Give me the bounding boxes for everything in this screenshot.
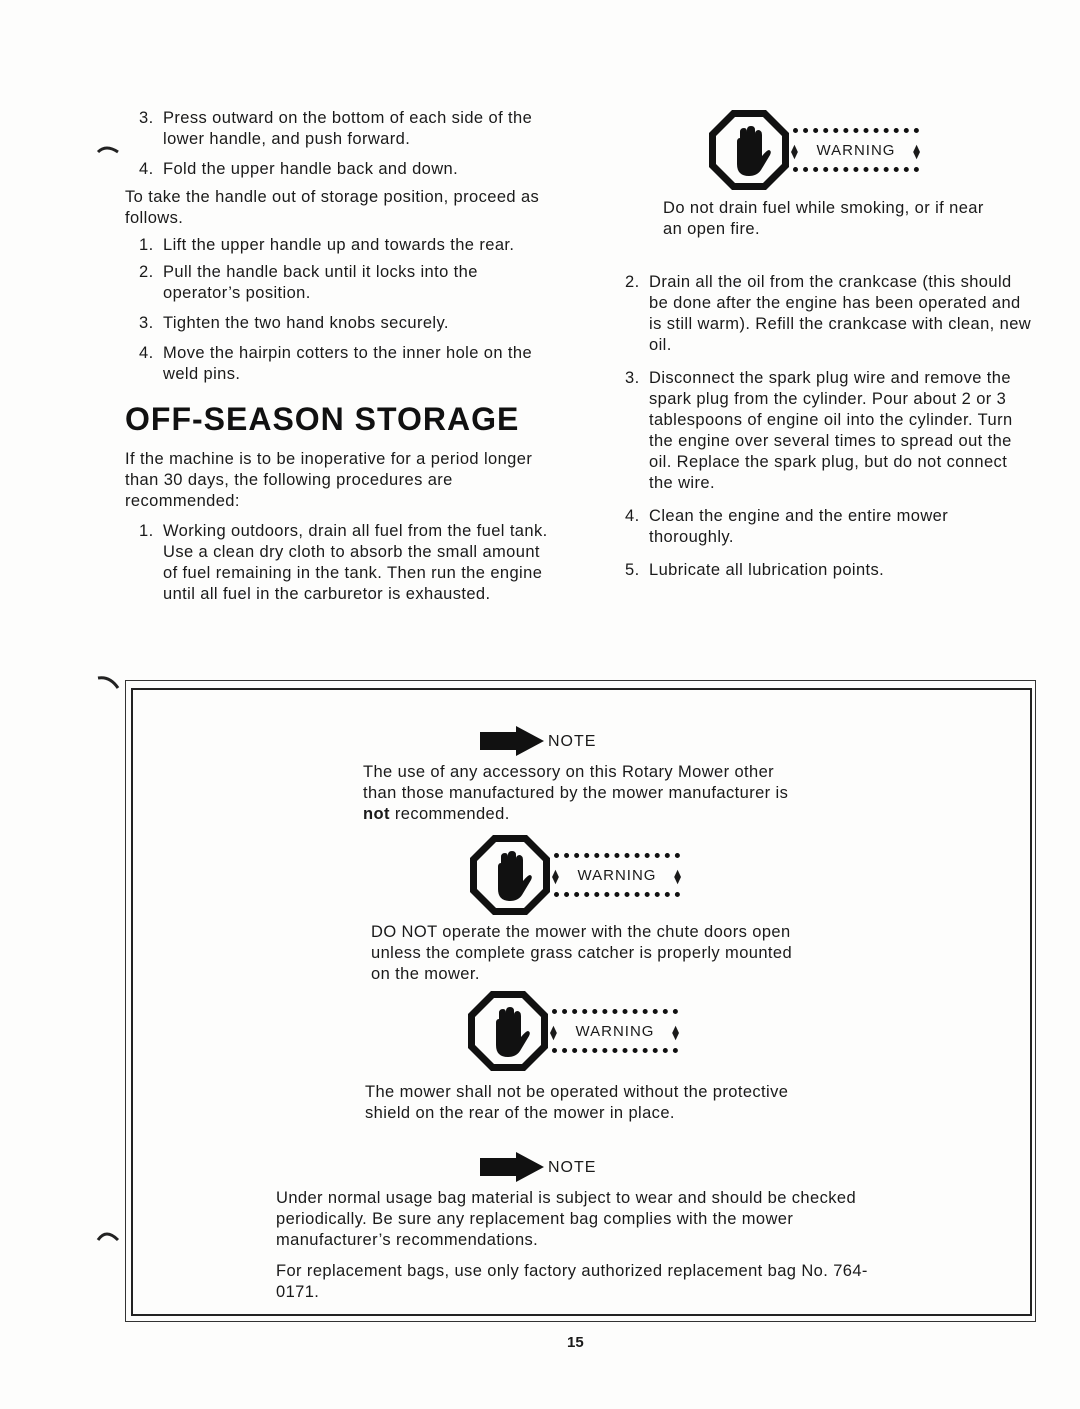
list-item: 3. Disconnect the spark plug wire and remove the spark plug from the cylinder. Pour about 2 or 3 tablespoons of engine oil into the cylinder. Turn the engine over several times to spread out the oil. Replace the spark plug, but do not connect the wire. [625,369,1013,492]
list-item: 3. Tighten the two hand knobs securely. [139,314,449,332]
warning-sign [707,108,1035,192]
intro-paragraph: To take the handle out of storage position, proceed as follows. [125,188,540,227]
note-sign: NOTE [480,726,596,756]
scan-mark [96,140,120,156]
stop-hand-icon [468,833,552,917]
note-text: For replacement bags, use only factory authorized replacement bag No. 764-0171. [276,1262,868,1301]
warning-banner: ⧫ WARNING ⧫ [554,853,680,897]
left-column [125,108,559,614]
warning-sign [466,989,678,1073]
warning-sign [468,833,680,917]
list-item: 1. Working outdoors, drain all fuel from the fuel tank. Use a clean dry cloth to absorb the small amount of fuel remaining in the tank. Then run the engine until all fuel in the carburetor is exhausted. [139,522,548,603]
warning-text: Do not drain fuel while smoking, or if near an open fire. [663,199,984,238]
warning-text: DO NOT operate the mower with the chute doors open unless the complete grass catcher is properly mounted on the mower. [371,923,793,983]
right-column [611,108,1035,590]
list-item: 5. Lubricate all lubrication points. [625,561,885,579]
warning-banner: ⧫ WARNING ⧫ [793,128,919,172]
scan-mark [96,672,120,692]
note-text: The use of any accessory on this Rotary Mower other than those manufactured by the mower manufacturer is not recommended. [363,763,789,823]
list-item: 3. Press outward on the bottom of each side of the lower handle, and push forward. [139,109,533,148]
arrow-right-icon [480,726,544,756]
warning-banner: ⧫ WARNING ⧫ [552,1009,678,1053]
warning-text: The mower shall not be operated without the protective shield on the rear of the mower in place. [365,1083,789,1122]
scan-mark [96,1224,120,1244]
list-item: 4. Move the hairpin cotters to the inner hole on the weld pins. [139,344,533,383]
list-item: 1. Lift the upper handle up and towards the rear. [139,236,515,254]
stop-hand-icon [466,989,550,1073]
stop-hand-icon [707,108,791,192]
list-item: 4. Fold the upper handle back and down. [139,160,459,178]
storage-intro: If the machine is to be inoperative for a period longer than 30 days, the following procedures are recommended: [125,450,533,510]
section-heading: OFF-SEASON STORAGE [125,401,520,437]
list-item: 2. Pull the handle back until it locks into the operator’s position. [139,263,478,302]
list-item: 4. Clean the engine and the entire mower thoroughly. [625,507,949,546]
arrow-right-icon [480,1152,544,1182]
page-number: 15 [567,1334,584,1351]
note-sign: NOTE [480,1152,596,1182]
list-item: 2. Drain all the oil from the crankcase (this should be done after the engine has been operated and is still warm). Refill the crankcase with clean, new oil. [625,273,1032,354]
note-text: Under normal usage bag material is subject to wear and should be checked periodically. Be sure any replacement bag complies with the mower manufacturer’s recommendations. [276,1189,857,1249]
